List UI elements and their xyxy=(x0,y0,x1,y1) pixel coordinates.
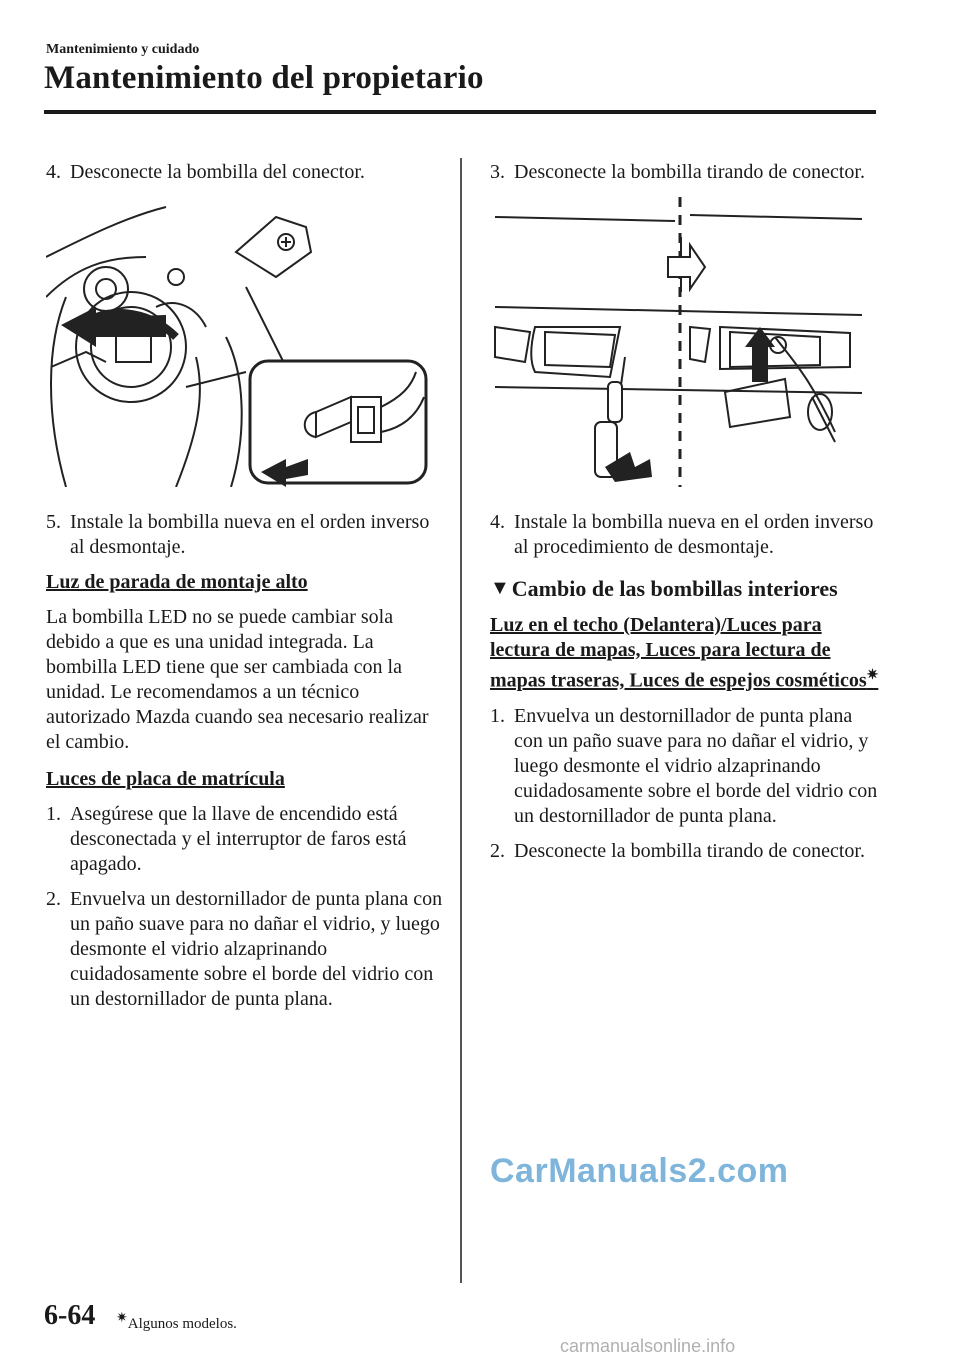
license-plate-light-illustration xyxy=(490,197,882,494)
asterisk-icon: ✷ xyxy=(116,1311,128,1326)
step-number: 1. xyxy=(46,803,61,825)
interior-subheading-text: Luz en el techo (Delantera)/Luces para lectura de mapas, Luces para lectura de mapas traseras, Luces de espejos cosméticos xyxy=(490,614,867,692)
carmanualsonline-watermark: carmanualsonline.info xyxy=(560,1336,736,1356)
step-text: Desconecte la bombilla tirando de conector. xyxy=(514,839,865,862)
step-text: Desconecte la bombilla tirando de conector. xyxy=(514,161,865,183)
bulb-connector-illustration xyxy=(46,197,446,494)
carmanuals-watermark: CarManuals2.com xyxy=(490,1152,789,1190)
section-label: Mantenimiento y cuidado xyxy=(46,42,200,57)
page-number: 6-64 xyxy=(44,1300,96,1331)
plate-step-3 xyxy=(490,160,882,185)
left-column xyxy=(46,160,446,1022)
step-4-disconnect xyxy=(46,160,446,185)
interior-bulbs-heading xyxy=(490,576,882,601)
interior-step-2 xyxy=(490,839,882,864)
footnote-text: Algunos modelos. xyxy=(127,1316,237,1332)
step-number: 1. xyxy=(490,704,505,727)
step-number: 3. xyxy=(490,161,505,183)
plate-step-2 xyxy=(46,887,446,1012)
step-text: Envuelva un destornillador de punta plana con un paño suave para no dañar el vidrio, y luego desmonte el vidrio alzaprinando cuidadosamente sobre el borde del vidrio con un destornillador de punta plana. xyxy=(70,888,443,1010)
asterisk-icon: ✷ xyxy=(866,668,879,683)
plate-step-1 xyxy=(46,802,446,877)
interior-heading-text: Cambio de las bombillas interiores xyxy=(511,576,838,601)
step-number: 4. xyxy=(490,511,505,533)
step-number: 4. xyxy=(46,161,61,183)
step-number: 2. xyxy=(490,839,505,862)
step-text: Asegúrese que la llave de encendido está desconectada y el interruptor de faros está apagado. xyxy=(70,803,407,875)
stop-light-body: La bombilla LED no se puede cambiar sola debido a que es una unidad integrada. La bombilla LED tiene que ser cambiada con la unidad. Le recomendamos a un técnico autorizado Mazda cuando sea necesario realizar el cambio. xyxy=(46,606,429,753)
step-text: Desconecte la bombilla del conector. xyxy=(70,161,365,183)
header-rule xyxy=(44,110,876,114)
stop-light-heading: Luz de parada de montaje alto xyxy=(46,571,308,593)
step-number: 5. xyxy=(46,511,61,533)
triangle-bullet-icon: ▼ xyxy=(490,577,510,599)
step-5-install xyxy=(46,510,446,560)
plate-lights-heading: Luces de placa de matrícula xyxy=(46,768,285,790)
step-number: 2. xyxy=(46,888,61,910)
page-title: Mantenimiento del propietario xyxy=(44,60,484,96)
column-divider xyxy=(460,158,462,1283)
footnote xyxy=(116,1310,237,1333)
right-column xyxy=(490,160,882,874)
interior-step-1 xyxy=(490,704,882,829)
interior-subheading xyxy=(490,613,882,694)
step-text: Instale la bombilla nueva en el orden inverso al desmontaje. xyxy=(70,511,430,558)
step-text: Instale la bombilla nueva en el orden inverso al procedimiento de desmontaje. xyxy=(514,511,874,558)
step-text: Envuelva un destornillador de punta plana con un paño suave para no dañar el vidrio, y luego desmonte el vidrio alzaprinando cuidadosamente sobre el borde del vidrio con un destornillador de punta plana. xyxy=(514,704,878,827)
plate-step-4 xyxy=(490,510,882,560)
